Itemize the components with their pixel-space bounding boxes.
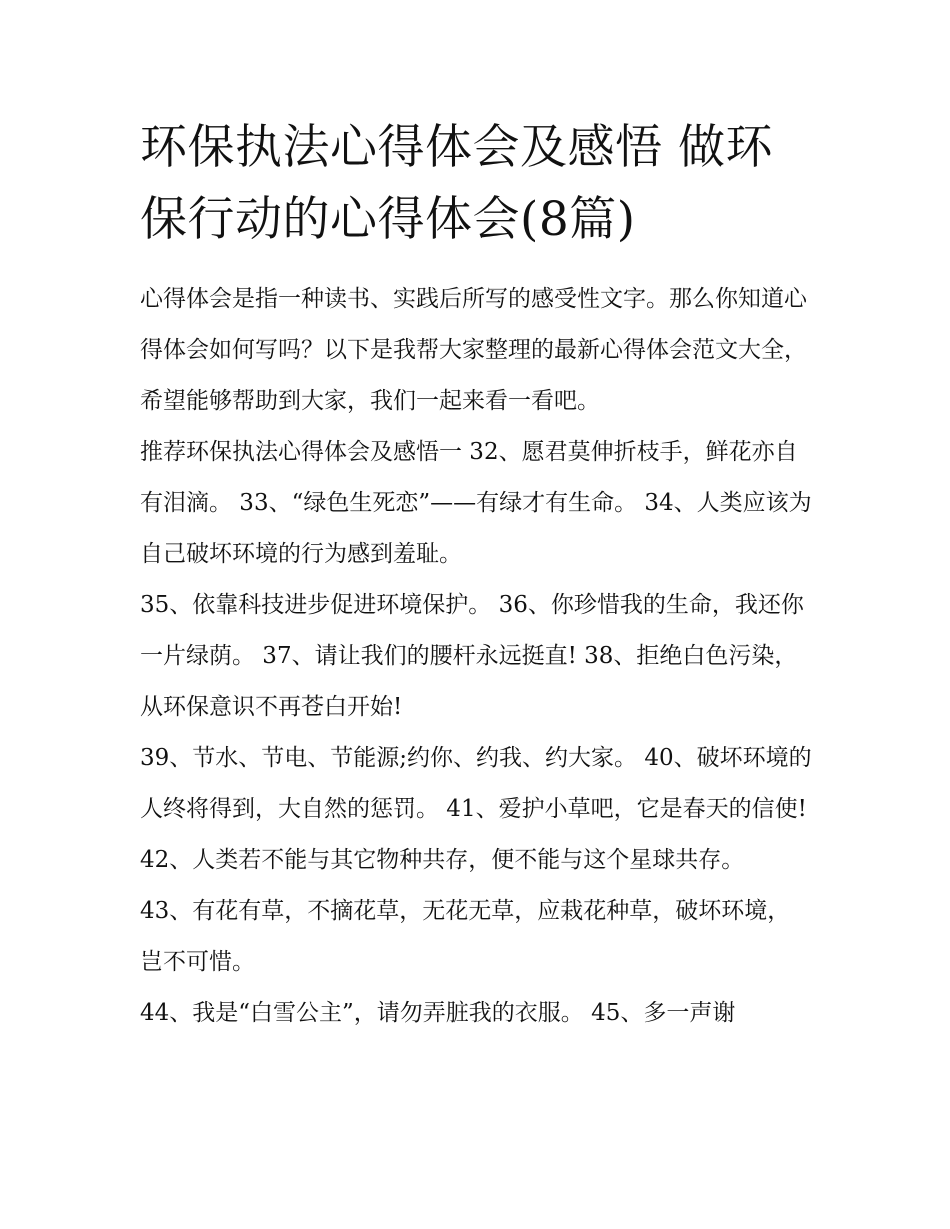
paragraph-slogans-32-34: 推荐环保执法心得体会及感悟一 32、愿君莫伸折枝手，鲜花亦自有泪滴。 33、“绿色生死恋”——有绿才有生命。 34、人类应该为自己破坏环境的行为感到羞耻。 xyxy=(140,439,812,567)
paragraph-slogans-44-45: 44、我是“白雪公主”，请勿弄脏我的衣服。 45、多一声谢 xyxy=(140,1000,736,1026)
document-content xyxy=(140,112,812,1039)
paragraph-slogan-42: 42、人类若不能与其它物种共存，便不能与这个星球共存。 xyxy=(140,847,745,873)
paragraph-intro: 心得体会是指一种读书、实践后所写的感受性文字。那么你知道心得体会如何写吗？以下是我帮大家整理的最新心得体会范文大全，希望能够帮助到大家，我们一起来看一看吧。 xyxy=(140,286,807,414)
document-title: 环保执法心得体会及感悟 做环保行动的心得体会(8篇) xyxy=(140,120,773,247)
paragraph-slogans-35-38: 35、依靠科技进步促进环境保护。 36、你珍惜我的生命，我还你一片绿荫。 37、请让我们的腰杆永远挺直! 38、拒绝白色污染，从环保意识不再苍白开始! xyxy=(140,592,804,720)
document-body xyxy=(140,274,812,1039)
paragraph-slogans-39-41: 39、节水、节电、节能源;约你、约我、约大家。 40、破坏环境的人终将得到，大自然的惩罚。 41、爱护小草吧，它是春天的信使! xyxy=(140,745,812,822)
paragraph-slogan-43: 43、有花有草，不摘花草，无花无草，应栽花种草，破坏环境，岂不可惜。 xyxy=(140,898,791,975)
